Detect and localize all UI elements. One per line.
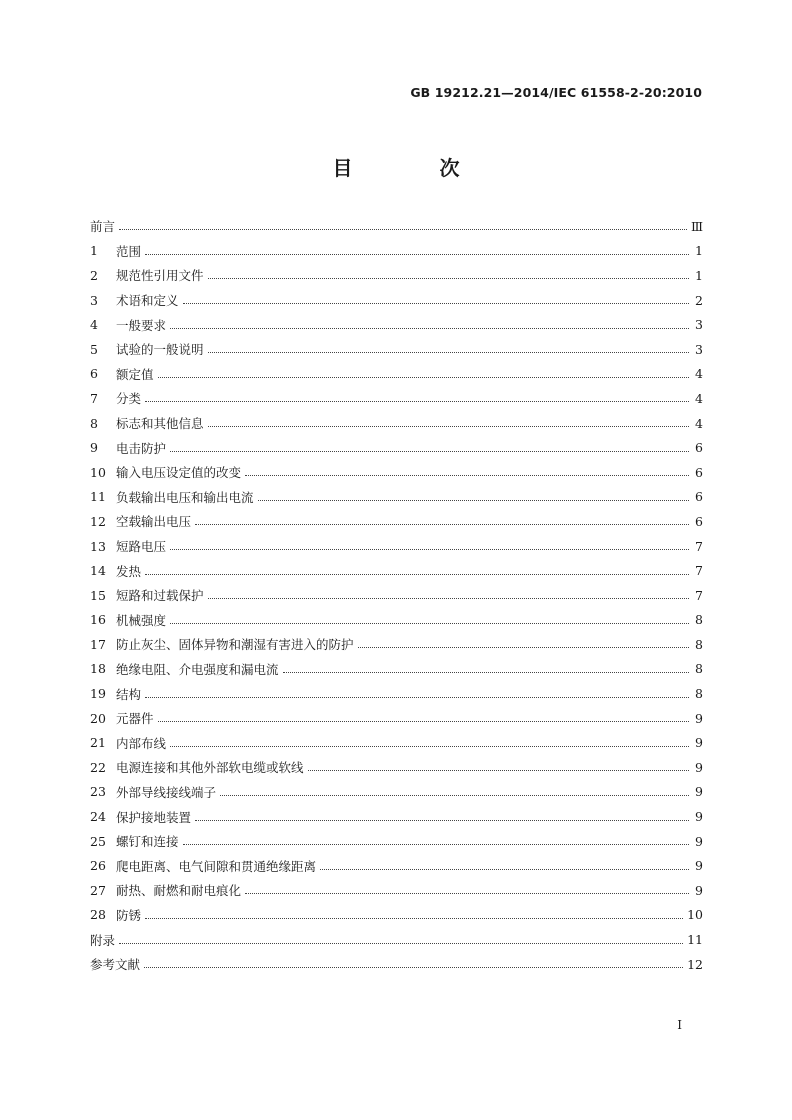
toc-entry-page: 3 xyxy=(695,341,703,357)
toc-entry-title: 空载输出电压 xyxy=(116,514,192,530)
toc-dot-leader xyxy=(119,228,687,230)
toc-entry-number: 3 xyxy=(90,292,98,308)
toc-entry-number: 16 xyxy=(90,612,106,628)
toc-dot-leader xyxy=(170,548,689,550)
toc-entry-number: 19 xyxy=(90,686,106,702)
toc-entry-title: 电源连接和其他外部软电缆或软线 xyxy=(116,760,304,776)
toc-dot-leader xyxy=(170,450,689,452)
toc-entry-title: 外部导线接线端子 xyxy=(116,784,217,800)
toc-entry-page: 4 xyxy=(695,390,703,406)
toc-entry-title: 爬电距离、电气间隙和贯通绝缘距离 xyxy=(116,858,317,874)
toc-dot-leader xyxy=(145,573,689,575)
toc-dot-leader xyxy=(195,819,689,821)
toc-entry-page: 4 xyxy=(695,366,703,382)
toc-entry-page: 9 xyxy=(695,833,703,849)
toc-entry[interactable] xyxy=(90,706,703,731)
toc-dot-leader xyxy=(320,868,689,870)
toc-dot-leader xyxy=(170,327,689,329)
toc-entry[interactable] xyxy=(90,657,703,682)
page-number: I xyxy=(677,1018,682,1032)
toc-entry-page: 1 xyxy=(695,243,703,259)
toc-entry-number: 11 xyxy=(90,489,106,505)
toc-entry-number: 1 xyxy=(90,243,98,259)
toc-entry-title: 保护接地装置 xyxy=(116,809,192,825)
toc-entry-number: 9 xyxy=(90,440,98,456)
toc-entry[interactable] xyxy=(90,755,703,780)
toc-entry-title: 前言 xyxy=(90,219,116,235)
toc-entry-title: 负载输出电压和输出电流 xyxy=(116,489,254,505)
toc-entry-title: 耐热、耐燃和耐电痕化 xyxy=(116,883,242,899)
toc-entry-number: 7 xyxy=(90,390,98,406)
toc-dot-leader xyxy=(195,523,689,525)
toc-entry-page: 9 xyxy=(695,882,703,898)
toc-entry-page: 7 xyxy=(695,563,703,579)
toc-entry[interactable] xyxy=(90,214,703,239)
toc-entry-title: 发热 xyxy=(116,563,142,579)
toc-entry-page: 8 xyxy=(695,686,703,702)
toc-entry-page: 4 xyxy=(695,415,703,431)
toc-entry-number: 2 xyxy=(90,267,98,283)
toc-entry[interactable] xyxy=(90,632,703,657)
toc-entry-number: 20 xyxy=(90,710,106,726)
toc-entry-title: 螺钉和连接 xyxy=(116,834,179,850)
toc-entry[interactable] xyxy=(90,263,703,288)
toc-dot-leader xyxy=(183,843,689,845)
toc-entry-title: 参考文献 xyxy=(90,957,141,973)
toc-entry[interactable] xyxy=(90,804,703,829)
toc-entry[interactable] xyxy=(90,460,703,485)
toc-entry-number: 8 xyxy=(90,415,98,431)
toc-dot-leader xyxy=(170,622,689,624)
toc-entry-title: 防止灰尘、固体异物和潮湿有害进入的防护 xyxy=(116,637,354,653)
toc-entry[interactable] xyxy=(90,829,703,854)
toc-entry-page: 8 xyxy=(695,661,703,677)
toc-entry[interactable] xyxy=(90,681,703,706)
toc-entry-page: 6 xyxy=(695,440,703,456)
toc-dot-leader xyxy=(208,597,689,599)
toc-entry-number: 5 xyxy=(90,341,98,357)
toc-dot-leader xyxy=(358,646,689,648)
toc-entry-number: 21 xyxy=(90,735,106,751)
toc-entry[interactable] xyxy=(90,312,703,337)
toc-entry-number: 12 xyxy=(90,513,106,529)
toc-entry[interactable] xyxy=(90,608,703,633)
toc-entry-page: 1 xyxy=(695,267,703,283)
toc-entry[interactable] xyxy=(90,927,703,952)
toc-entry-page: 3 xyxy=(695,317,703,333)
toc-entry[interactable] xyxy=(90,288,703,313)
toc-entry-title: 术语和定义 xyxy=(116,293,179,309)
toc-entry[interactable] xyxy=(90,534,703,559)
toc-dot-leader xyxy=(144,966,683,968)
toc-entry-number: 13 xyxy=(90,538,106,554)
toc-entry[interactable] xyxy=(90,730,703,755)
toc-dot-leader xyxy=(245,474,689,476)
page-title: 目 次 xyxy=(332,156,500,180)
toc-dot-leader xyxy=(119,942,683,944)
toc-entry-number: 27 xyxy=(90,882,106,898)
table-of-contents xyxy=(90,214,703,976)
toc-entry-number: 4 xyxy=(90,317,98,333)
toc-entry-number: 24 xyxy=(90,809,106,825)
toc-dot-leader xyxy=(183,302,689,304)
toc-entry-number: 15 xyxy=(90,587,106,603)
toc-dot-leader xyxy=(145,917,683,919)
toc-entry-number: 26 xyxy=(90,858,106,874)
toc-dot-leader xyxy=(308,769,689,771)
toc-entry-page: 6 xyxy=(695,489,703,505)
toc-entry-page: Ⅲ xyxy=(690,218,703,234)
toc-entry-title: 元器件 xyxy=(116,711,154,727)
toc-entry-number: 14 xyxy=(90,563,106,579)
toc-entry-number: 6 xyxy=(90,366,98,382)
toc-dot-leader xyxy=(170,745,689,747)
toc-entry-number: 22 xyxy=(90,759,106,775)
toc-entry-number: 28 xyxy=(90,907,106,923)
toc-entry-title: 规范性引用文件 xyxy=(116,268,204,284)
toc-entry-page: 9 xyxy=(695,710,703,726)
toc-dot-leader xyxy=(158,720,689,722)
toc-entry[interactable] xyxy=(90,853,703,878)
toc-entry[interactable] xyxy=(90,558,703,583)
toc-entry-title: 结构 xyxy=(116,686,142,702)
toc-dot-leader xyxy=(208,351,689,353)
toc-entry[interactable] xyxy=(90,583,703,608)
toc-entry-title: 试验的一般说明 xyxy=(116,342,204,358)
toc-entry-title: 机械强度 xyxy=(116,612,167,628)
toc-entry-page: 11 xyxy=(687,932,703,948)
toc-entry-page: 12 xyxy=(687,956,703,972)
toc-entry-title: 内部布线 xyxy=(116,735,167,751)
toc-entry[interactable] xyxy=(90,952,703,977)
toc-dot-leader xyxy=(245,892,689,894)
toc-entry[interactable] xyxy=(90,386,703,411)
toc-entry-number: 17 xyxy=(90,636,106,652)
toc-entry-page: 7 xyxy=(695,538,703,554)
toc-entry-title: 绝缘电阻、介电强度和漏电流 xyxy=(116,661,279,677)
toc-entry[interactable] xyxy=(90,411,703,436)
toc-entry-page: 6 xyxy=(695,464,703,480)
toc-entry-page: 6 xyxy=(695,513,703,529)
toc-entry-page: 8 xyxy=(695,636,703,652)
toc-entry-number: 18 xyxy=(90,661,106,677)
toc-entry-title: 附录 xyxy=(90,932,116,948)
toc-entry-page: 7 xyxy=(695,587,703,603)
toc-entry-page: 9 xyxy=(695,809,703,825)
toc-entry[interactable] xyxy=(90,485,703,510)
toc-dot-leader xyxy=(283,671,689,673)
toc-entry[interactable] xyxy=(90,780,703,805)
toc-entry-number: 25 xyxy=(90,833,106,849)
toc-dot-leader xyxy=(208,277,689,279)
toc-entry-title: 短路电压 xyxy=(116,539,167,555)
toc-dot-leader xyxy=(145,253,689,255)
toc-entry[interactable] xyxy=(90,878,703,903)
toc-entry-number: 10 xyxy=(90,464,106,480)
toc-entry-number: 23 xyxy=(90,784,106,800)
toc-entry[interactable] xyxy=(90,903,703,928)
toc-entry-title: 输入电压设定值的改变 xyxy=(116,465,242,481)
toc-dot-leader xyxy=(145,400,689,402)
toc-entry[interactable] xyxy=(90,239,703,264)
toc-entry-page: 2 xyxy=(695,292,703,308)
toc-dot-leader xyxy=(208,425,689,427)
toc-entry-page: 9 xyxy=(695,784,703,800)
toc-dot-leader xyxy=(145,696,689,698)
standard-number: GB 19212.21—2014/IEC 61558-2-20:2010 xyxy=(410,85,702,100)
toc-dot-leader xyxy=(158,376,689,378)
toc-entry-page: 10 xyxy=(687,907,703,923)
toc-entry-page: 8 xyxy=(695,612,703,628)
toc-entry-title: 防锈 xyxy=(116,907,142,923)
toc-dot-leader xyxy=(220,794,689,796)
toc-entry-title: 范围 xyxy=(116,243,142,259)
toc-entry[interactable] xyxy=(90,337,703,362)
toc-entry-title: 一般要求 xyxy=(116,317,167,333)
toc-entry-title: 额定值 xyxy=(116,366,154,382)
toc-entry-title: 分类 xyxy=(116,391,142,407)
toc-dot-leader xyxy=(258,499,689,501)
toc-entry-page: 9 xyxy=(695,735,703,751)
toc-entry[interactable] xyxy=(90,362,703,387)
toc-entry-page: 9 xyxy=(695,858,703,874)
toc-entry-title: 短路和过载保护 xyxy=(116,588,204,604)
toc-entry-title: 电击防护 xyxy=(116,440,167,456)
toc-entry-title: 标志和其他信息 xyxy=(116,416,204,432)
toc-entry[interactable] xyxy=(90,509,703,534)
toc-entry[interactable] xyxy=(90,435,703,460)
toc-entry-page: 9 xyxy=(695,759,703,775)
